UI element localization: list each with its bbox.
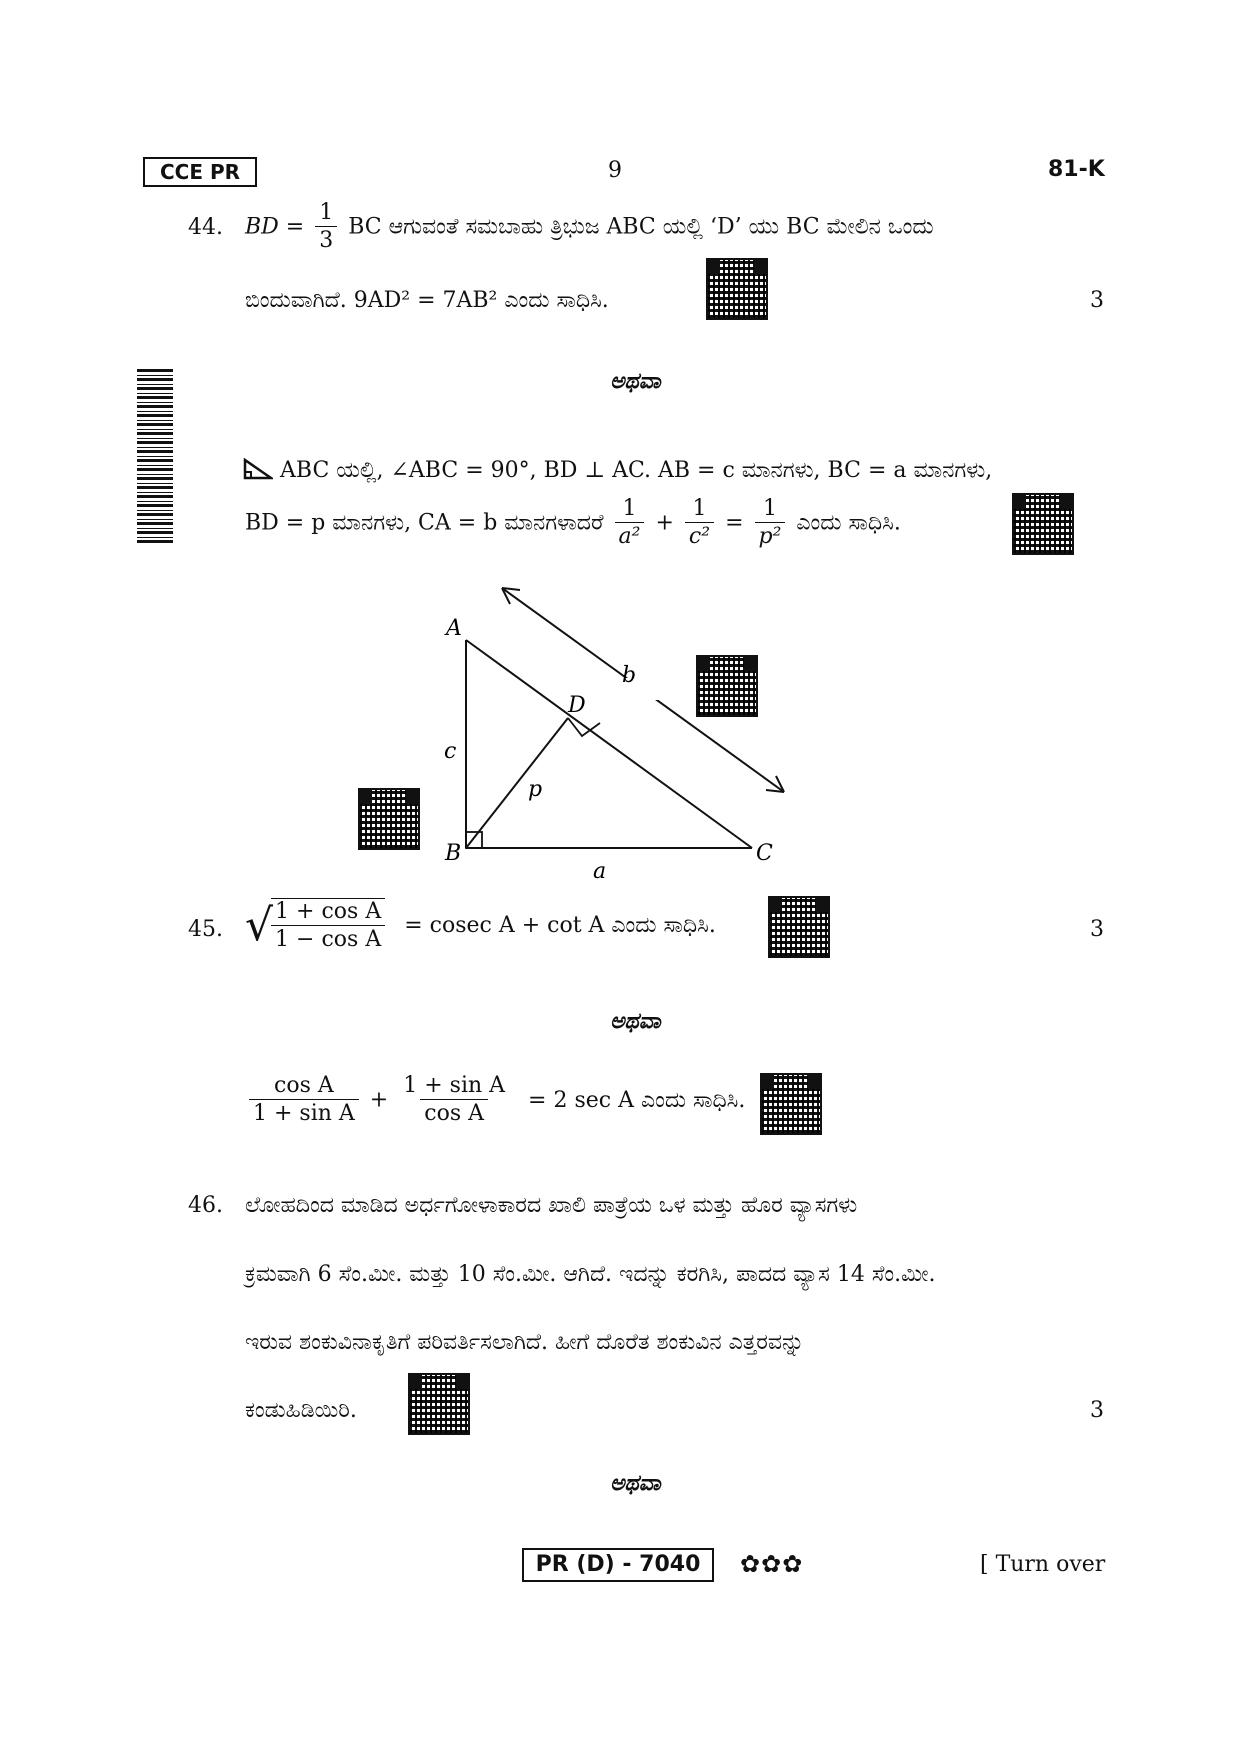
question-46-line3: ಇರುವ ಶಂಕುವಿನಾಕೃತಿಗೆ ಪರಿವರ್ತಿಸಲಾಗಿದೆ. ಹೀಗೆ ದೊರೆತ ಶಂಕುವಿನ ಎತ್ತರವನ್ನು — [245, 1330, 805, 1355]
qr-code-icon — [696, 655, 758, 717]
or-separator: ಅಥವಾ — [610, 1470, 661, 1496]
question-46-line2: ಕ್ರಮವಾಗಿ 6 ಸೆಂ.ಮೀ. ಮತ್ತು 10 ಸೆಂ.ಮೀ. ಆಗಿದೆ. ಇದನ್ನು ಕರಗಿಸಿ, ಪಾದದ ವ್ಯಾಸ 14 ಸೆಂ.ಮೀ. — [245, 1262, 936, 1287]
subject-code: 81-K — [1048, 157, 1105, 182]
question-45-line: √ $\frac{\text{1 + cos A}}{\text{1 − cos A}}$ = cosec A + cot A ಎಂದು ಸಾಧಿಸಿ. — [245, 899, 716, 952]
or-separator: ಅಥವಾ — [610, 368, 661, 394]
qr-code-icon — [358, 788, 420, 850]
qr-code-icon — [706, 258, 768, 320]
vertex-A-label: A — [446, 616, 462, 641]
decorative-flowers: ✿✿✿ — [740, 1550, 804, 1578]
vertex-C-label: C — [756, 841, 773, 866]
question-46-line1: ಲೋಹದಿಂದ ಮಾಡಿದ ಅರ್ಧಗೋಳಾಕಾರದ ಖಾಲಿ ಪಾತ್ರೆಯ ಒಳ ಮತ್ತು ಹೊರ ವ್ಯಾಸಗಳು — [245, 1193, 858, 1218]
question-44-marks: 3 — [1090, 288, 1104, 313]
qr-code-icon — [1012, 493, 1074, 555]
side-a-label: a — [593, 859, 607, 884]
point-D-label: D — [568, 693, 586, 718]
side-b-label: b — [622, 663, 637, 688]
or-separator: ಅಥವಾ — [610, 1008, 661, 1034]
question-45-alt-line: $\frac{\text{cos A}}{\text{1 + sin A}}$ + $\frac{\text{1 + sin A}}{\text{cos A}}$ = 2 sec A ಎಂದು ಸಾಧಿಸಿ. — [245, 1073, 745, 1128]
question-44-alt-line1: ABC ಯಲ್ಲಿ, ∠ABC = 90°, BD ⊥ AC. AB = c ಮಾನಗಳು, BC = a ಮಾನಗಳು, — [243, 458, 992, 483]
right-triangle-icon — [243, 458, 273, 480]
side-c-label: c — [444, 739, 457, 764]
question-44-line1: BD = $\frac{1}{3}$ BC ಆಗುವಂತೆ ಸಮಬಾಹು ತ್ರಿಭುಜ ABC ಯಲ್ಲಿ ‘D’ ಯು BC ಮೇಲಿನ ಒಂದು — [245, 200, 934, 253]
turn-over-note: [ Turn over — [980, 1552, 1106, 1577]
qr-code-icon — [760, 1073, 822, 1135]
qr-code-icon — [768, 896, 830, 958]
question-44-alt-line2: BD = p ಮಾನಗಳು, CA = b ಮಾನಗಳಾದರೆ $\frac{1}{\text{a²}}$ + $\frac{1}{\text{c²}}$ = $\frac{1}{\text{p²}}$ ಎಂದು ಸಾಧಿಸಿ. — [245, 496, 901, 549]
vertex-B-label: B — [445, 841, 462, 866]
page-number: 9 — [608, 158, 622, 183]
question-45-number: 45. — [188, 917, 223, 942]
question-44-number: 44. — [188, 215, 223, 240]
question-46-marks: 3 — [1090, 1398, 1104, 1423]
question-45-marks: 3 — [1090, 917, 1104, 942]
question-46-number: 46. — [188, 1193, 223, 1218]
altitude-p-label: p — [528, 777, 543, 802]
barcode-icon — [137, 368, 173, 543]
question-44-line2: ಬಿಂದುವಾಗಿದೆ. 9AD² = 7AB² ಎಂದು ಸಾಧಿಸಿ. — [245, 288, 609, 313]
paper-set-code: PR (D) - 7040 — [522, 1548, 714, 1582]
qr-code-icon — [408, 1373, 470, 1435]
question-46-line4: ಕಂಡುಹಿಡಿಯಿರಿ. — [245, 1398, 357, 1423]
paper-code-box: CCE PR — [143, 157, 257, 187]
